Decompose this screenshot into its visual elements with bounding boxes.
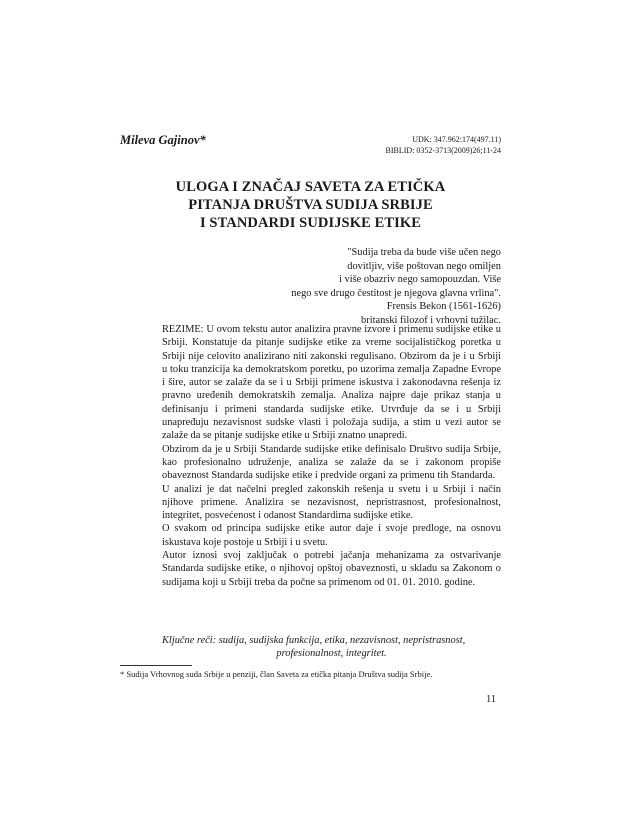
- abstract-paragraph: Autor iznosi svoj zaključak o potrebi jačanja mehanizama za ostvarivanje Standarda sudijske etike, o njihovoj opštoj obaveznosti, u skladu sa Zakonom o sudijama koji u Srbiji treba da počne sa primenom od 01. 01. 2010. godine.: [162, 550, 501, 588]
- author-name: Mileva Gajinov*: [120, 133, 206, 147]
- article-identifiers: [330, 134, 501, 156]
- udk-code: UDK: 347.962:174(497.11): [412, 135, 501, 144]
- epigraph-attribution-role: britanski filozof i vrhovni tužilac.: [361, 314, 501, 326]
- epigraph-line: i više obazriv nego samopouzdan. Više: [339, 274, 501, 286]
- footnote: * Sudija Vrhovnog suda Srbije u penziji, član Saveta za etička pitanja Društva sudija Srbije.: [120, 669, 433, 679]
- page-number: 11: [486, 694, 497, 705]
- abstract-paragraph: Obzirom da je u Srbiji Standarde sudijske etike definisalo Društvo sudija Srbije, kao profesionalno udruženje, analiza se zalaže da se i zakonom propiše obaveznost Standarda sudijske etike i predvide organi za primenu tih Standarda.: [162, 443, 501, 482]
- epigraph-attribution: Frensis Bekon (1561-1626): [386, 301, 501, 313]
- abstract-paragraph: U analizi je dat načelni pregled zakonskih rešenja u svetu i u Srbiji i način njihove primene. Analizira se nezavisnost, nepristrasnost, profesionalnost, integritet, posvećenost i odanost Standardima sudijske etike.: [162, 483, 501, 522]
- abstract-paragraph: O svakom od principa sudijske etike autor daje i svoje predloge, na osnovu iskustava koje postoje u Srbiji i u svetu.: [162, 523, 501, 548]
- epigraph-line: dovitljiv, više poštovan nego omiljen: [347, 260, 501, 272]
- abstract-paragraph: REZIME: U ovom tekstu autor analizira pravne izvore i primenu sudijske etike u Srbiji. Konstatuje da pitanje sudijske etike za vreme socijalističkog poretka u Srbiji nije celovito analizirano niti zakonski regulisano. Obzirom da je i u Srbiji u toku tranzicija ka demokratskom poretku, po uzorima zemalja Zapadne Evrope i šire, autor se zalaže da se i u Srbiji primene iskustva i zakonodavna rešenja iz pravno uređenih demokratskih zemalja. Analiza najpre daje prikaz stanja u definisanju i primeni standarda sudijske etike. Utvrđuje da se i u Srbiji unapređuju nezavisnost sudske vlasti i položaja sudija, a stim u vezi autor se zalaže da se pitanje sudijske etike u Srbiji znatno unapredi.: [162, 324, 501, 442]
- title-line: ULOGA I ZNAČAJ SAVETA ZA ETIČKA: [175, 179, 446, 195]
- epigraph: [240, 246, 501, 328]
- epigraph-line: "Sudija treba da bude više učen nego: [347, 247, 501, 258]
- biblid-code: BIBLID: 0352-3713(2009)26;11-24: [385, 146, 501, 155]
- abstract: [162, 323, 501, 589]
- title-line: I STANDARDI SUDIJSKE ETIKE: [199, 215, 422, 231]
- title-line: PITANJA DRUŠTVA SUDIJA SRBIJE: [188, 197, 433, 213]
- epigraph-line: nego sve drugo čestitost je njegova glavna vrlina".: [291, 287, 501, 299]
- footnote-separator: [120, 665, 192, 666]
- keywords-line: profesionalnost, integritet.: [276, 648, 387, 660]
- keywords-line: Ključne reči: sudija, sudijska funkcija, etika, nezavisnost, nepristrasnost,: [162, 635, 466, 646]
- keywords: [162, 634, 501, 661]
- article-title: [120, 178, 501, 232]
